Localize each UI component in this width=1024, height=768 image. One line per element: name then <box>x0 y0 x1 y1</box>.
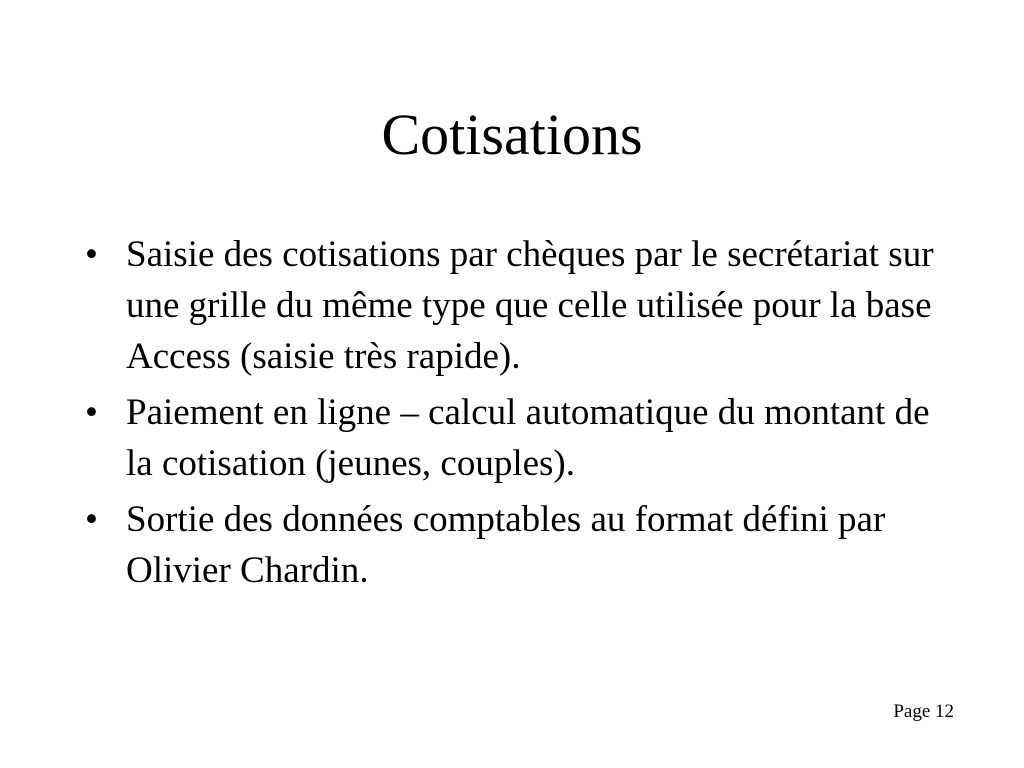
bullet-item-3 <box>85 494 955 596</box>
bullet-text-2: Paiement en ligne – calcul automatique du montant de la cotisation (jeunes, couples). <box>126 392 930 484</box>
slide-title: Cotisations <box>381 102 643 167</box>
bullet-marker: • <box>85 234 98 275</box>
bullet-list <box>85 229 955 601</box>
bullet-item-2 <box>85 387 955 489</box>
bullet-marker: • <box>85 499 98 540</box>
bullet-marker: • <box>85 392 98 433</box>
bullet-text-1: Saisie des cotisations par chèques par le secrétariat sur une grille du même type que celle utilisée pour la base Access (saisie très rapide). <box>126 234 934 377</box>
bullet-item-1 <box>85 229 955 382</box>
bullet-text-3: Sortie des données comptables au format défini par Olivier Chardin. <box>126 499 886 591</box>
page-number: Page 12 <box>893 701 954 722</box>
